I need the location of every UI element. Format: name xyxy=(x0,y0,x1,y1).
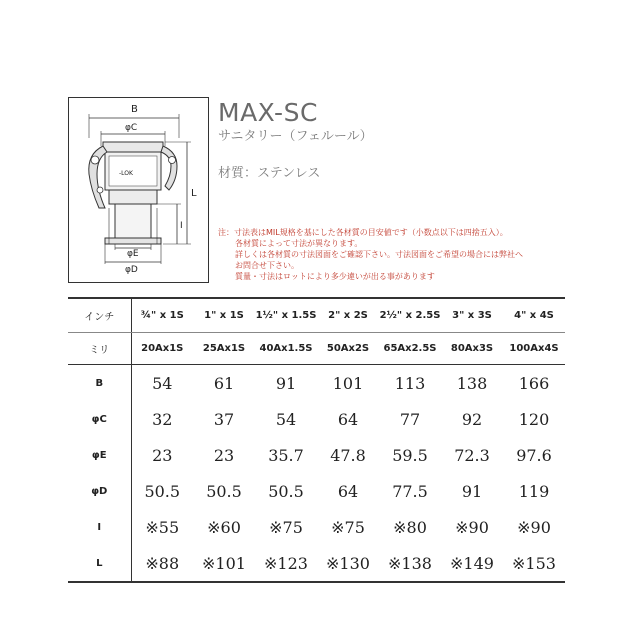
table-row-b xyxy=(68,365,565,402)
table-cell: 61 xyxy=(213,373,235,393)
product-model: MAX-SC xyxy=(218,98,318,127)
row-label: φD xyxy=(68,473,131,509)
table-cell: 101 xyxy=(332,373,364,393)
inch-label: インチ xyxy=(68,298,131,333)
ferrule-flange xyxy=(105,238,161,244)
table-cell: ※75 xyxy=(331,517,365,537)
inch-size: 1½" x 1.5S xyxy=(255,298,317,333)
body-top-rim xyxy=(103,142,163,152)
table-cell: 50.5 xyxy=(268,481,304,501)
table-cell: 47.8 xyxy=(330,445,366,465)
table-cell: ※75 xyxy=(269,517,303,537)
row-label: I xyxy=(68,509,131,545)
table-cell: 119 xyxy=(518,481,550,501)
table-cell: 91 xyxy=(275,373,297,393)
row-label: φE xyxy=(68,437,131,473)
dim-b-label: B xyxy=(131,104,138,115)
inch-size: 1" x 1S xyxy=(193,298,255,333)
table-row-c xyxy=(68,401,565,437)
table-cell: ※88 xyxy=(131,545,193,582)
table-row-e xyxy=(68,437,565,473)
table-cell: ※138 xyxy=(379,545,441,582)
table-cell: 64 xyxy=(337,481,359,501)
table-cell: ※80 xyxy=(393,517,427,537)
table-cell: 54 xyxy=(275,409,297,429)
product-material: 材質：ステンレス xyxy=(218,166,321,181)
mm-size: 100Ax4S xyxy=(503,333,565,365)
table-cell: 50.5 xyxy=(206,481,242,501)
left-cam-lever xyxy=(89,146,107,208)
table-cell: 138 xyxy=(456,373,488,393)
table-cell: 59.5 xyxy=(392,445,428,465)
table-cell: 32 xyxy=(152,409,173,429)
mm-size: 80Ax3S xyxy=(441,333,503,365)
technical-drawing xyxy=(68,97,209,283)
inch-size: 4" x 4S xyxy=(503,298,565,333)
table-cell: 54 xyxy=(152,373,173,393)
table-cell: ※60 xyxy=(207,517,241,537)
table-cell: ※153 xyxy=(503,545,565,582)
mm-size: 50Ax2S xyxy=(317,333,379,365)
note-line: お問合せ下さい。 xyxy=(235,261,299,270)
mm-size: 20Ax1S xyxy=(131,333,193,365)
table-row-i xyxy=(68,509,565,545)
inch-header-row xyxy=(68,298,565,333)
mm-label: ミリ xyxy=(68,333,131,365)
table-cell: ※90 xyxy=(455,517,489,537)
inch-size: 2½" x 2.5S xyxy=(379,298,441,333)
table-cell: ※55 xyxy=(145,517,180,537)
row-label: L xyxy=(68,545,131,582)
table-cell: 64 xyxy=(337,409,359,429)
table-row-l xyxy=(68,545,565,582)
dim-l-label: L xyxy=(191,188,197,199)
table-cell: 91 xyxy=(461,481,483,501)
inch-size: 3" x 3S xyxy=(441,298,503,333)
note-line: 注：寸法表はMIL規格を基にした各材質の目安値です（小数点以下は四捨五入）。 xyxy=(218,228,508,237)
row-label: φC xyxy=(68,401,131,437)
inch-size: 2" x 2S xyxy=(317,298,379,333)
table-cell: 166 xyxy=(518,373,550,393)
table-cell: 72.3 xyxy=(454,445,490,465)
table-row-d xyxy=(68,473,565,509)
dim-c-label: φC xyxy=(125,123,138,133)
table-cell: 23 xyxy=(213,445,235,465)
table-cell: 77.5 xyxy=(392,481,428,501)
table-cell: 97.6 xyxy=(516,445,552,465)
mm-header-row xyxy=(68,333,565,365)
table-cell: 113 xyxy=(394,373,426,393)
ferrule-neck xyxy=(115,204,151,238)
coupler-drawing-svg xyxy=(69,98,210,284)
product-type: サニタリー（フェルール） xyxy=(218,129,373,144)
inch-size: ¾" x 1S xyxy=(131,298,193,333)
note-line: 詳しくは各材質の寸法図面をご確認下さい。寸法図面をご希望の場合には弊社へ xyxy=(235,250,523,259)
table-cell: ※90 xyxy=(517,517,551,537)
table-cell: 23 xyxy=(152,445,173,465)
table-cell: 92 xyxy=(461,409,483,429)
mm-size: 65Ax2.5S xyxy=(379,333,441,365)
lok-label: -LOK xyxy=(119,170,133,177)
dim-e-label: φE xyxy=(127,249,139,259)
table-cell: 120 xyxy=(518,409,550,429)
table-cell: ※130 xyxy=(317,545,379,582)
dimension-table xyxy=(68,297,565,583)
table-cell: ※149 xyxy=(441,545,503,582)
mm-size: 25Ax1S xyxy=(193,333,255,365)
note-line: 各材質によって寸法が異なります。 xyxy=(235,239,363,248)
table-cell: 37 xyxy=(213,409,235,429)
note-line: 質量・寸法はロットにより多少違いが出る事があります xyxy=(235,272,435,281)
row-label: B xyxy=(68,365,131,402)
dim-i-label: I xyxy=(180,221,183,231)
dim-d-label: φD xyxy=(125,265,138,275)
table-cell: 50.5 xyxy=(144,481,181,501)
notes-block xyxy=(218,227,548,282)
table-cell: ※101 xyxy=(193,545,255,582)
table-cell: 35.7 xyxy=(268,445,304,465)
table-cell: 77 xyxy=(399,409,421,429)
table-cell: ※123 xyxy=(255,545,317,582)
right-cam-lever xyxy=(161,146,177,190)
mm-size: 40Ax1.5S xyxy=(255,333,317,365)
